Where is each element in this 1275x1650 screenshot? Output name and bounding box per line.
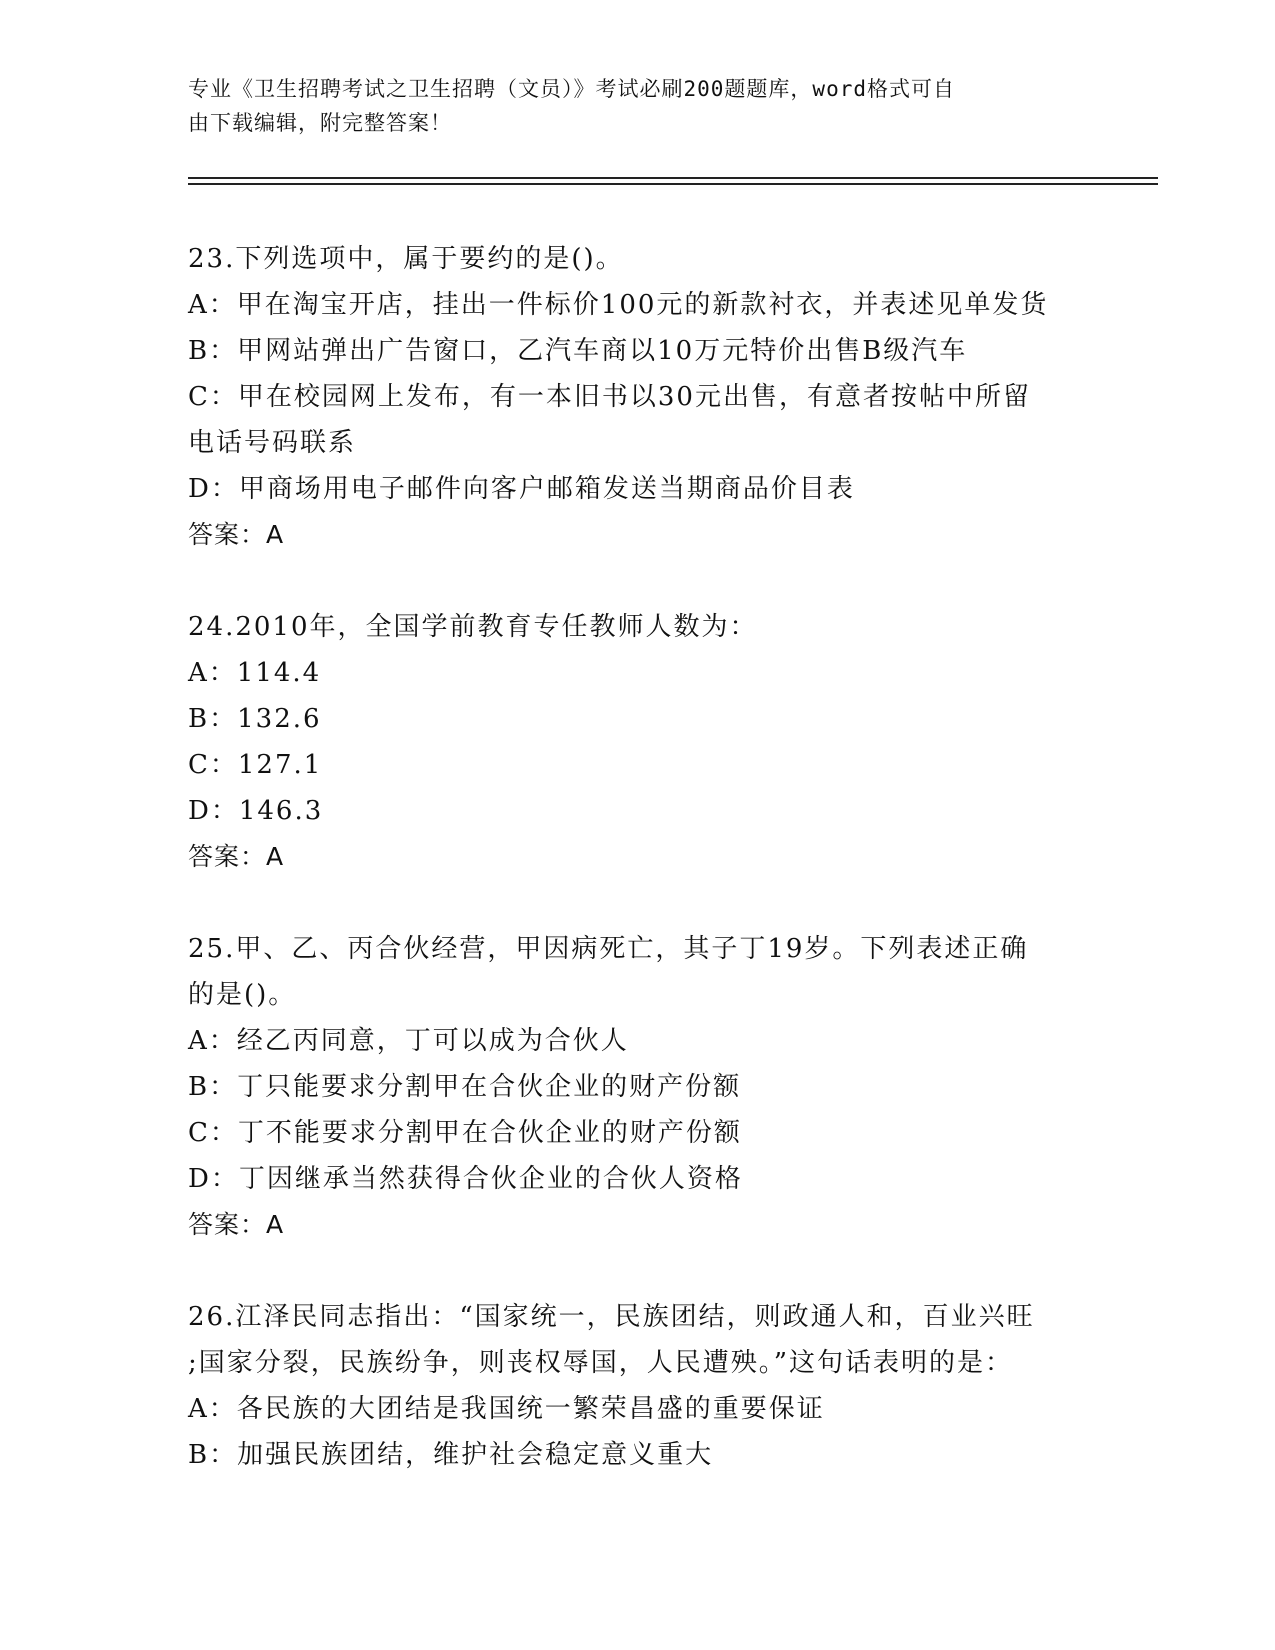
question-26	[188, 1294, 1088, 1478]
question-list	[188, 236, 1088, 1524]
question-stem-continued: 的是()。	[188, 980, 297, 1010]
option-c: C：127.1	[188, 750, 323, 780]
header-line-1: 专业《卫生招聘考试之卫生招聘（文员）》考试必刷200题题库，word格式可自	[188, 77, 955, 101]
option-b: B：132.6	[188, 704, 322, 734]
option-c-continued: 电话号码联系	[188, 428, 357, 458]
header-divider-bottom	[188, 183, 1158, 185]
option-b: B：甲网站弹出广告窗口，乙汽车商以10万元特价出售B级汽车	[188, 336, 968, 366]
question-stem: 23.下列选项中，属于要约的是()。	[188, 244, 624, 274]
question-stem: 26.江泽民同志指出：“国家统一，民族团结，则政通人和，百业兴旺	[188, 1302, 1035, 1332]
document-header	[188, 72, 1088, 140]
option-a: A：经乙丙同意，丁可以成为合伙人	[188, 1026, 629, 1056]
option-b: B：加强民族团结，维护社会稳定意义重大	[188, 1440, 714, 1470]
option-a: A：甲在淘宝开店，挂出一件标价100元的新款衬衣，并表述见单发货	[188, 290, 1049, 320]
option-a: A：114.4	[188, 658, 322, 688]
option-d: D：146.3	[188, 796, 324, 826]
option-c: C：丁不能要求分割甲在合伙企业的财产份额	[188, 1118, 742, 1148]
question-23	[188, 236, 1088, 558]
option-d: D：甲商场用电子邮件向客户邮箱发送当期商品价目表	[188, 474, 855, 504]
header-line-2: 由下载编辑，附完整答案！	[188, 111, 452, 135]
answer-label: 答案：A	[188, 1210, 285, 1239]
answer-label: 答案：A	[188, 842, 285, 871]
question-stem: 24.2010年，全国学前教育专任教师人数为：	[188, 612, 758, 642]
option-c: C：甲在校园网上发布，有一本旧书以30元出售，有意者按帖中所留	[188, 382, 1031, 412]
header-divider-top	[188, 177, 1158, 179]
question-stem-continued: ;国家分裂，民族纷争，则丧权辱国，人民遭殃。”这句话表明的是：	[188, 1348, 1014, 1378]
option-d: D：丁因继承当然获得合伙企业的合伙人资格	[188, 1164, 743, 1194]
question-stem: 25.甲、乙、丙合伙经营，甲因病死亡，其子丁19岁。下列表述正确	[188, 934, 1029, 964]
option-b: B：丁只能要求分割甲在合伙企业的财产份额	[188, 1072, 742, 1102]
question-25	[188, 926, 1088, 1248]
option-a: A：各民族的大团结是我国统一繁荣昌盛的重要保证	[188, 1394, 825, 1424]
answer-label: 答案：A	[188, 520, 285, 549]
question-24	[188, 604, 1088, 880]
